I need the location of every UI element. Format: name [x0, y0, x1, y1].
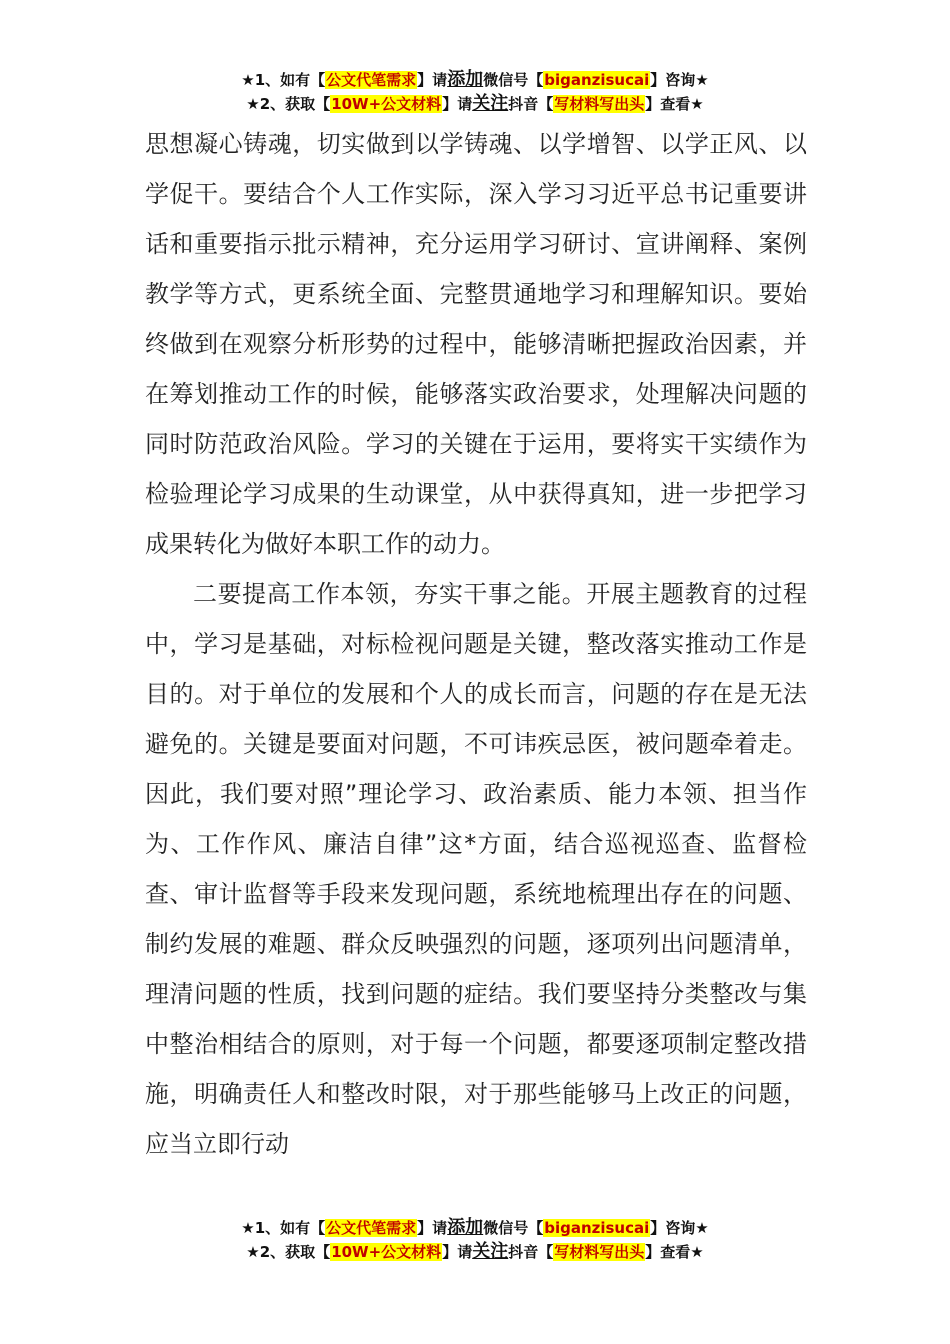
- banner-text: 抖音【: [508, 95, 554, 113]
- banner-text: ★1、如有【: [241, 1219, 326, 1237]
- banner-text: ★2、获取【: [246, 95, 331, 113]
- emphasis-follow: 关注: [472, 1241, 509, 1262]
- highlight-materials: 10W+公文材料: [331, 1243, 442, 1261]
- emphasis-add: 添加: [447, 1217, 484, 1238]
- paragraph-1: 思想凝心铸魂，切实做到以学铸魂、以学增智、以学正风、以学促干。要结合个人工作实际，深入学习习近平总书记重要讲话和重要指示批示精神，充分运用学习研讨、宣讲阐释、案例教学等方式，更系统全面、完整贯通地学习和理解知识。要始终做到在观察分析形势的过程中，能够清晰把握政治因素，并在筹划推动工作的时候，能够落实政治要求，处理解决问题的同时防范政治风险。学习的关键在于运用，要将实干实绩作为检验理论学习成果的生动课堂，从中获得真知，进一步把学习成果转化为做好本职工作的动力。: [145, 130, 807, 558]
- emphasis-follow: 关注: [472, 93, 509, 114]
- highlight-service: 公文代笔需求: [326, 71, 417, 89]
- highlight-wechat-id: biganzisucai: [544, 71, 650, 89]
- banner-line-2: [0, 92, 950, 116]
- highlight-douyin-account: 写材料写出头: [554, 1243, 645, 1261]
- banner-line-1: [0, 68, 950, 92]
- banner-text: 】请: [417, 71, 448, 89]
- document-body: [145, 119, 807, 1169]
- highlight-wechat-id: biganzisucai: [544, 1219, 650, 1237]
- banner-text: 微信号【: [483, 1219, 544, 1237]
- header-banner: [0, 68, 950, 116]
- banner-text: 】请: [417, 1219, 448, 1237]
- banner-text: ★2、获取【: [246, 1243, 331, 1261]
- banner-text: 微信号【: [483, 71, 544, 89]
- banner-text: 】查看★: [645, 1243, 704, 1261]
- banner-line-1: [0, 1216, 950, 1240]
- banner-text: ★1、如有【: [241, 71, 326, 89]
- banner-text: 】请: [442, 95, 473, 113]
- banner-text: 】咨询★: [650, 71, 709, 89]
- banner-text: 】咨询★: [650, 1219, 709, 1237]
- footer-banner: [0, 1216, 950, 1264]
- banner-text: 】查看★: [645, 95, 704, 113]
- banner-line-2: [0, 1240, 950, 1264]
- banner-text: 抖音【: [508, 1243, 554, 1261]
- banner-text: 】请: [442, 1243, 473, 1261]
- emphasis-add: 添加: [447, 69, 484, 90]
- highlight-materials: 10W+公文材料: [331, 95, 442, 113]
- highlight-service: 公文代笔需求: [326, 1219, 417, 1237]
- paragraph-2: 二要提高工作本领，夯实干事之能。开展主题教育的过程中，学习是基础，对标检视问题是关键，整改落实推动工作是目的。对于单位的发展和个人的成长而言，问题的存在是无法避免的。关键是要面对问题，不可讳疾忌医，被问题牵着走。因此，我们要对照”理论学习、政治素质、能力本领、担当作为、工作作风、廉洁自律”这*方面，结合巡视巡查、监督检查、审计监督等手段来发现问题，系统地梳理出存在的问题、制约发展的难题、群众反映强烈的问题，逐项列出问题清单，理清问题的性质，找到问题的症结。我们要坚持分类整改与集中整治相结合的原则，对于每一个问题，都要逐项制定整改措施，明确责任人和整改时限，对于那些能够马上改正的问题，应当立即行动: [145, 580, 807, 1158]
- highlight-douyin-account: 写材料写出头: [554, 95, 645, 113]
